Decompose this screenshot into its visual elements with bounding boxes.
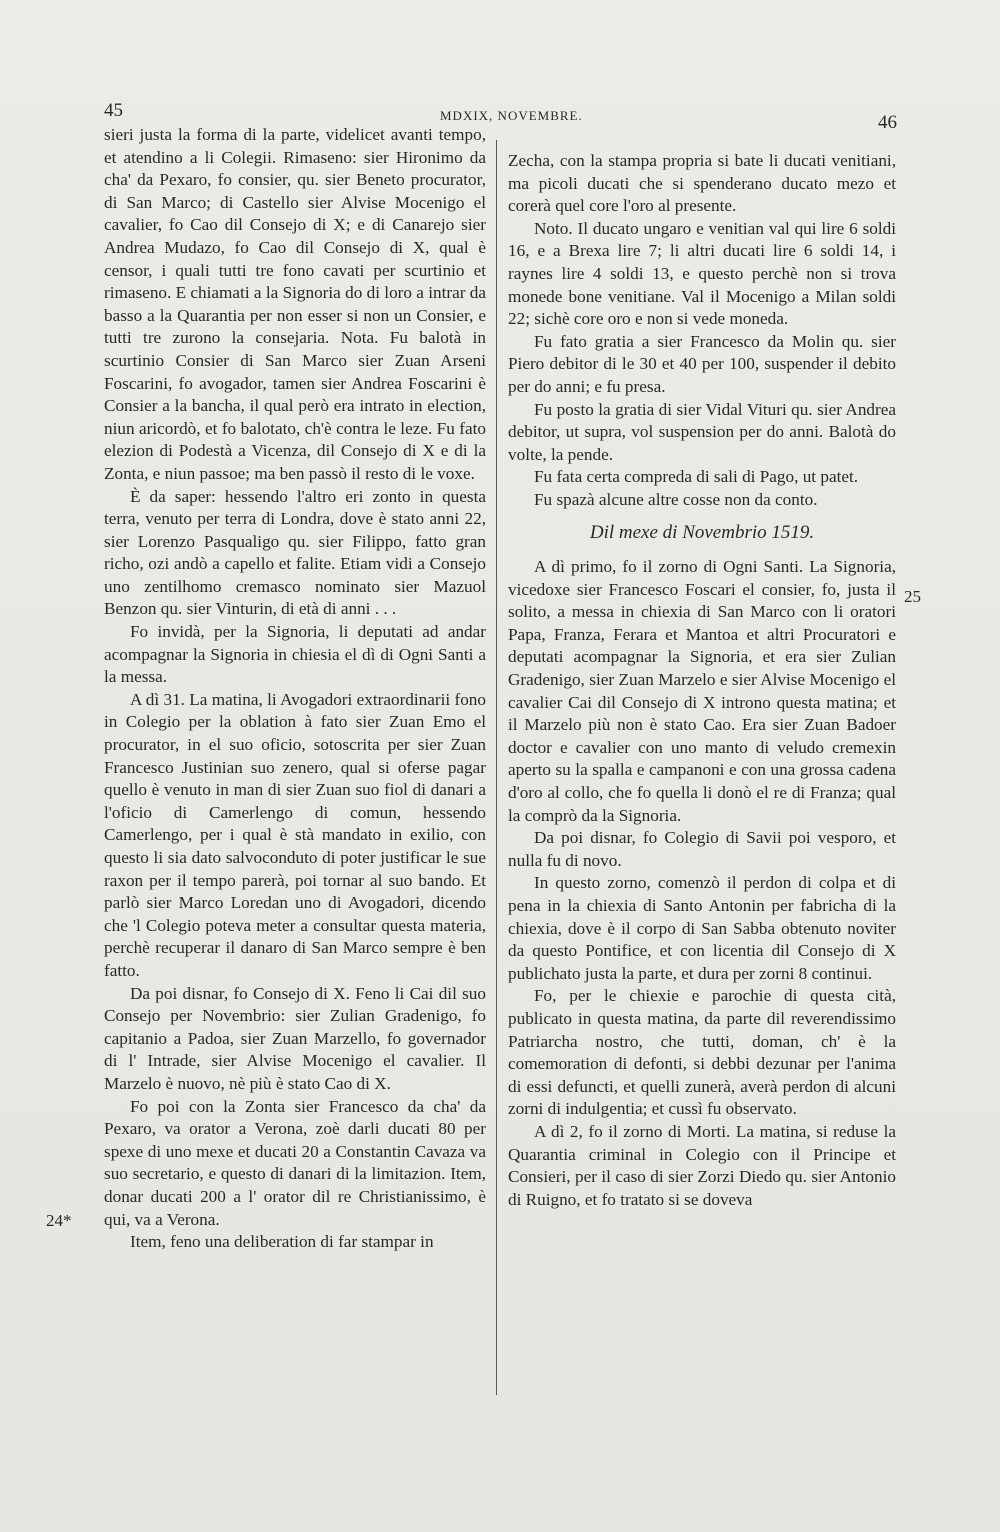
paragraph: Item, feno una deliberation di far stampar in: [130, 1232, 434, 1252]
paragraph: A dì 31. La matina, li Avogadori extraordinarii fono in Colegio per la oblation à fato sier Zuan Emo el procurator, in el suo oficio, sotoscrita per sier Zuan Francesco Justinian suo zenero, qual si oferse pagar quello è venuto in man di sier Zuan suo fiol di danari a l'oficio di Camerlengo di comun, hessendo Camerlengo, per i qual è stà mandato in exilio, con questo li sia dato salvoconduto di poter justificar le sue raxon per il tempo parerà, poi tornar al suo bando. Et parlò sier Marco Loredan uno di Avogadori, dicendo che 'l Colegio poteva meter a consultar questa materia, perchè recuperar il danaro di San Marco sempre è ben fatto.: [104, 689, 486, 980]
paragraph: Noto. Il ducato ungaro e venitian val qui lire 6 soldi 16, e a Brexa lire 7; li altri ducati lire 6 soldi 14, i raynes lire 4 soldi 13, e questo perchè non si trova monede bone venitiane. Val il Mocenigo a Milan soldi 22; sichè core oro e non si vede moneda.: [508, 218, 896, 329]
column-divider: [496, 140, 497, 1395]
section-heading: Dil mexe di Novembrio 1519.: [589, 521, 815, 543]
paragraph: A dì 2, fo il zorno di Morti. La matina, si reduse la Quarantia criminal in Colegio con il Principe et Consieri, per il caso di sier Zorzi Diedo qu. sier Antonio di Ruigno, et fo tratato si se doveva: [508, 1121, 896, 1209]
paragraph: Zecha, con la stampa propria si bate li ducati venitiani, ma picoli ducati che si spenderano ducato mezo et corerà quel core l'oro al presente.: [508, 151, 896, 216]
page-number-left: 45: [104, 100, 123, 121]
paragraph: Fu fata certa compreda di sali di Pago, ut patet.: [534, 467, 859, 487]
paragraph: Fo poi con la Zonta sier Francesco da cha' da Pexaro, va orator a Verona, zoè darli ducati 80 per spexe di uno mexe et ducati 20 a Constantin Cavaza va suo secretario, e questo di danari di la limitazion. Item, donar ducati 200 a l' orator dil re Christianissimo, è qui, va a Verona.: [104, 1096, 486, 1229]
paragraph: Da poi disnar, fo Colegio di Savii poi vesporo, et nulla fu di novo.: [508, 828, 896, 870]
paragraph: sieri justa la forma di la parte, videlicet avanti tempo, et atendino a li Colegii. Rimaseno: sier Hironimo da cha' da Pexaro, fo consier, qu. sier Beneto procurator, di San Marco; di Castello sier Alvise Mocenigo el cavalier, fo Cao dil Consejo di X; e di Canarejo sier Andrea Mudazo, fo Cao dil Consejo di X, qual è censor, i quali tutti tre fono cavati per scurtinio et rimaseno. E chiamati a la Signoria do di loro a intrar da basso a la Quarantia per non esser si non un Consier, e tutti tre zurono la consejaria. Nota. Fu balotà in scurtinio Consier di San Marco sier Zuan Arseni Foscarini, fo avogador, tamen sier Andrea Foscarini è Consier a la bancha, il qual però era intrato in election, niun aricordò, et fo balotato, ch'è contra le leze. Fu fato elezion di Podestà a Vicenza, dil Consejo di X e di la Zonta, e niun passoe; ma ben passò il resto di le voxe.: [104, 125, 486, 483]
paragraph: A dì primo, fo il zorno di Ogni Santi. La Signoria, vicedoxe sier Francesco Foscari el consier, fo, justa il solito, a messa in chiexia di San Marco con li oratori Papa, Franza, Ferara et Mantoa et altri Procuratori e deputati acompagnar la Signoria, et era sier Zulian Gradenigo, sier Zuan Marzelo e sier Alvise Mocenigo el cavalier Cai dil Consejo di X introno questa matina; et il Marzelo più non è stato Cao. Era sier Zuan Badoer doctor e cavalier con uno manto di veludo cremexin aperto su la spalla e campanoni e con una grossa cadena d'oro al collo, che fo quella li donò el re di Franza; qual la comprò da la Signoria.: [508, 557, 896, 825]
margin-number-24: 24*: [46, 1211, 72, 1230]
running-title: MDXIX, NOVEMBRE.: [440, 108, 583, 123]
paragraph: In questo zorno, comenzò il perdon di colpa et di pena in la chiexia di Santo Antonin per fabricha di la chiexia, dove è il corpo di San Sabba obtenuto noviter da questo Pontifice, et con licentia dil Consejo di X publichato justa la parte, et dura per zorni 8 continui.: [508, 873, 896, 983]
left-column: [104, 124, 486, 1254]
paragraph: Fu fato gratia a sier Francesco da Molin qu. sier Piero debitor di le 30 et 40 per 100, suspender il debito per do anni; e fu presa.: [508, 331, 896, 396]
paragraph: Fo, per le chiexie e parochie di questa cità, publicato in questa matina, da parte dil reverendissimo Patriarcha nostro, che tutti, doman, ch' è la comemoration di defonti, si debbi dezunar per l'anima di essi defuncti, et quelli zunerà, averà perdon di alcuni zorni di indulgentia; et cussì fu observato.: [508, 986, 896, 1119]
paragraph: È da saper: hessendo l'altro eri zonto in questa terra, venuto per terra di Londra, dove è stato anni 22, sier Lorenzo Pasqualigo qu. sier Filippo, fatto gran richo, ozi andò a capello et falite. Etiam vidi a Consejo uno zentilhomo cremasco nominato sier Mazuol Benzon qu. sier Vinturin, di età di anni . . .: [104, 486, 486, 619]
paragraph: Fo invidà, per la Signoria, li deputati ad andar acompagnar la Signoria in chiesia el dì di Ogni Santi a la messa.: [104, 622, 486, 687]
paragraph: Da poi disnar, fo Consejo di X. Feno li Cai dil suo Consejo per Novembrio: sier Zulian Gradenigo, fo capitanio a Padoa, sier Zuan Marzello, fo governador di l' Intrade, sier Alvise Mocenigo el cavalier. Il Marzelo è nuovo, nè più è stato Cao di X.: [104, 983, 486, 1093]
page-number-right: 46: [878, 112, 897, 133]
right-column: [508, 150, 896, 1211]
paragraph: Fu posto la gratia di sier Vidal Vituri qu. sier Andrea debitor, ut supra, vol suspension per do anni. Balotà do volte, la pende.: [508, 399, 896, 464]
margin-number-25: 25: [904, 587, 921, 606]
paragraph: Fu spazà alcune altre cosse non da conto.: [534, 489, 818, 509]
